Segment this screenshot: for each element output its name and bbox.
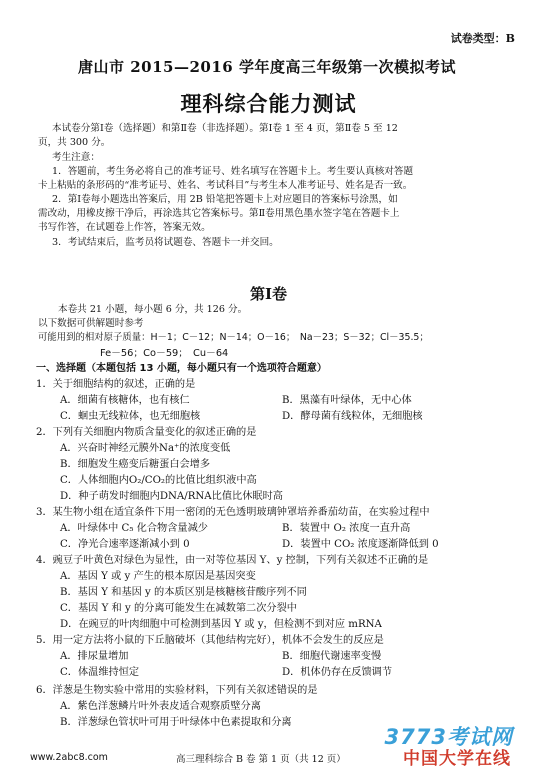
option-d: D．种子萌发时细胞内DNA/RNA比值比休眠时高: [60, 491, 283, 502]
footer-page-number: 高三理科综合 B 卷 第 1 页（共 12 页）: [176, 754, 346, 765]
footer-site: www.2abc8.com: [30, 752, 108, 763]
option-a: A．基因 Y 或 y 产生的根本原因是基因突变: [60, 571, 256, 582]
option-a: A．细菌有核糖体，也有核仁: [60, 395, 190, 406]
option-b: B．装置中 O₂ 浓度一直升高: [282, 523, 411, 534]
exam-title: 唐山市 2015—2016 学年度高三年级第一次模拟考试: [78, 58, 456, 76]
notice-3: 3．考试结束后，监考员将试题卷、答题卡一并交回。: [52, 237, 279, 248]
question-stem: 6．洋葱是生物实验中常用的实验材料，下列有关叙述错误的是: [36, 685, 318, 696]
option-c: C．人体细胞内O₂/CO₂的比值比组织液中高: [60, 475, 257, 486]
notice-1b: 卡上粘贴的条形码的“准考证号、姓名、考试科目”与考生本人准考证号、姓名是否一致。: [38, 180, 413, 191]
option-b: B．基因 Y 和基因 y 的本质区别是核糖核苷酸序列不同: [60, 587, 307, 598]
watermark-caption: 中国大学在线: [403, 749, 511, 769]
option-b: B．洋葱绿色管状叶可用于叶绿体中色素提取和分离: [60, 717, 292, 728]
intro-line-2: 页，共 300 分。: [38, 137, 111, 148]
notice-1a: 1．答题前，考生务必将自己的准考证号、姓名填写在答题卡上。考生要认真核对答题: [52, 166, 414, 177]
atomic-masses-1: 可能用到的相对原子质量：H－1；C－12；N－14；O－16； Na－23；S－32；Cl－35.5；: [38, 332, 429, 343]
part-title: 一、选择题（本题包括 13 小题，每小题只有一个选项符合题意）: [36, 363, 327, 374]
exam-subtitle: 理科综合能力测试: [180, 91, 357, 116]
reference-note: 以下数据可供解题时参考: [38, 318, 144, 329]
option-d: D．装置中 CO₂ 浓度逐渐降低到 0: [282, 539, 439, 550]
option-a: A．叶绿体中 C₅ 化合物含量减少: [60, 523, 208, 534]
question-stem: 2．下列有关细胞内物质含量变化的叙述正确的是: [36, 427, 257, 438]
question-stem: 5．用一定方法将小鼠的下丘脑破坏（其他结构完好），机体不会发生的反应是: [36, 635, 384, 646]
notice-2a: 2．第Ⅰ卷每小题选出答案后，用 2B 铅笔把答题卡上对应题目的答案标号涂黑，如: [52, 194, 398, 205]
option-c: C．净光合速率逐渐减小到 0: [60, 539, 190, 550]
question-stem: 3．某生物小组在适宜条件下用一密闭的无色透明玻璃钟罩培养番茄幼苗，在实验过程中: [36, 507, 430, 518]
watermark-logo: 3773考试网: [384, 725, 513, 749]
option-a: A．紫色洋葱鳞片叶外表皮适合观察质壁分离: [60, 701, 261, 712]
paper-type-label: 试卷类型：B: [450, 32, 515, 45]
notice-2b: 需改动，用橡皮擦干净后，再涂选其它答案标号。第Ⅱ卷用黑色墨水签字笔在答题卡上: [38, 208, 400, 219]
notice-2c: 书写作答，在试题卷上作答，答案无效。: [38, 222, 211, 233]
option-a: A．排尿量增加: [60, 651, 129, 662]
option-c: C．蛔虫无线粒体，也无细胞核: [60, 411, 201, 422]
option-b: B．细胞代谢速率变慢: [282, 651, 382, 662]
section-desc: 本卷共 21 小题，每小题 6 分，共 126 分。: [58, 304, 248, 315]
question-stem: 4．豌豆子叶黄色对绿色为显性，由一对等位基因 Y、y 控制，下列有关叙述不正确的是: [36, 555, 429, 566]
atomic-masses-2: Fe－56；Co－59； Cu－64: [100, 348, 229, 359]
option-b: B．细胞发生癌变后糖蛋白会增多: [60, 459, 211, 470]
option-b: B．黑藻有叶绿体，无中心体: [282, 395, 412, 406]
option-d: D．在豌豆的叶肉细胞中可检测到基因 Y 或 y，但检测不到对应 mRNA: [60, 619, 382, 630]
option-d: D．酵母菌有线粒体，无细胞核: [282, 411, 423, 422]
intro-line-1: 本试卷分第Ⅰ卷（选择题）和第Ⅱ卷（非选择题）。第Ⅰ卷 1 至 4 页，第Ⅱ卷 5 至 12: [52, 123, 398, 134]
notice-title: 考生注意：: [52, 152, 100, 163]
option-c: C．体温维持恒定: [60, 667, 140, 678]
question-stem: 1．关于细胞结构的叙述，正确的是: [36, 379, 196, 390]
section-heading: 第Ⅰ卷: [249, 285, 288, 303]
option-a: A．兴奋时神经元膜外Na⁺的浓度变低: [60, 443, 231, 454]
option-d: D．机体仍存在反馈调节: [282, 667, 393, 678]
option-c: C．基因 Y 和 y 的分离可能发生在减数第二次分裂中: [60, 603, 297, 614]
